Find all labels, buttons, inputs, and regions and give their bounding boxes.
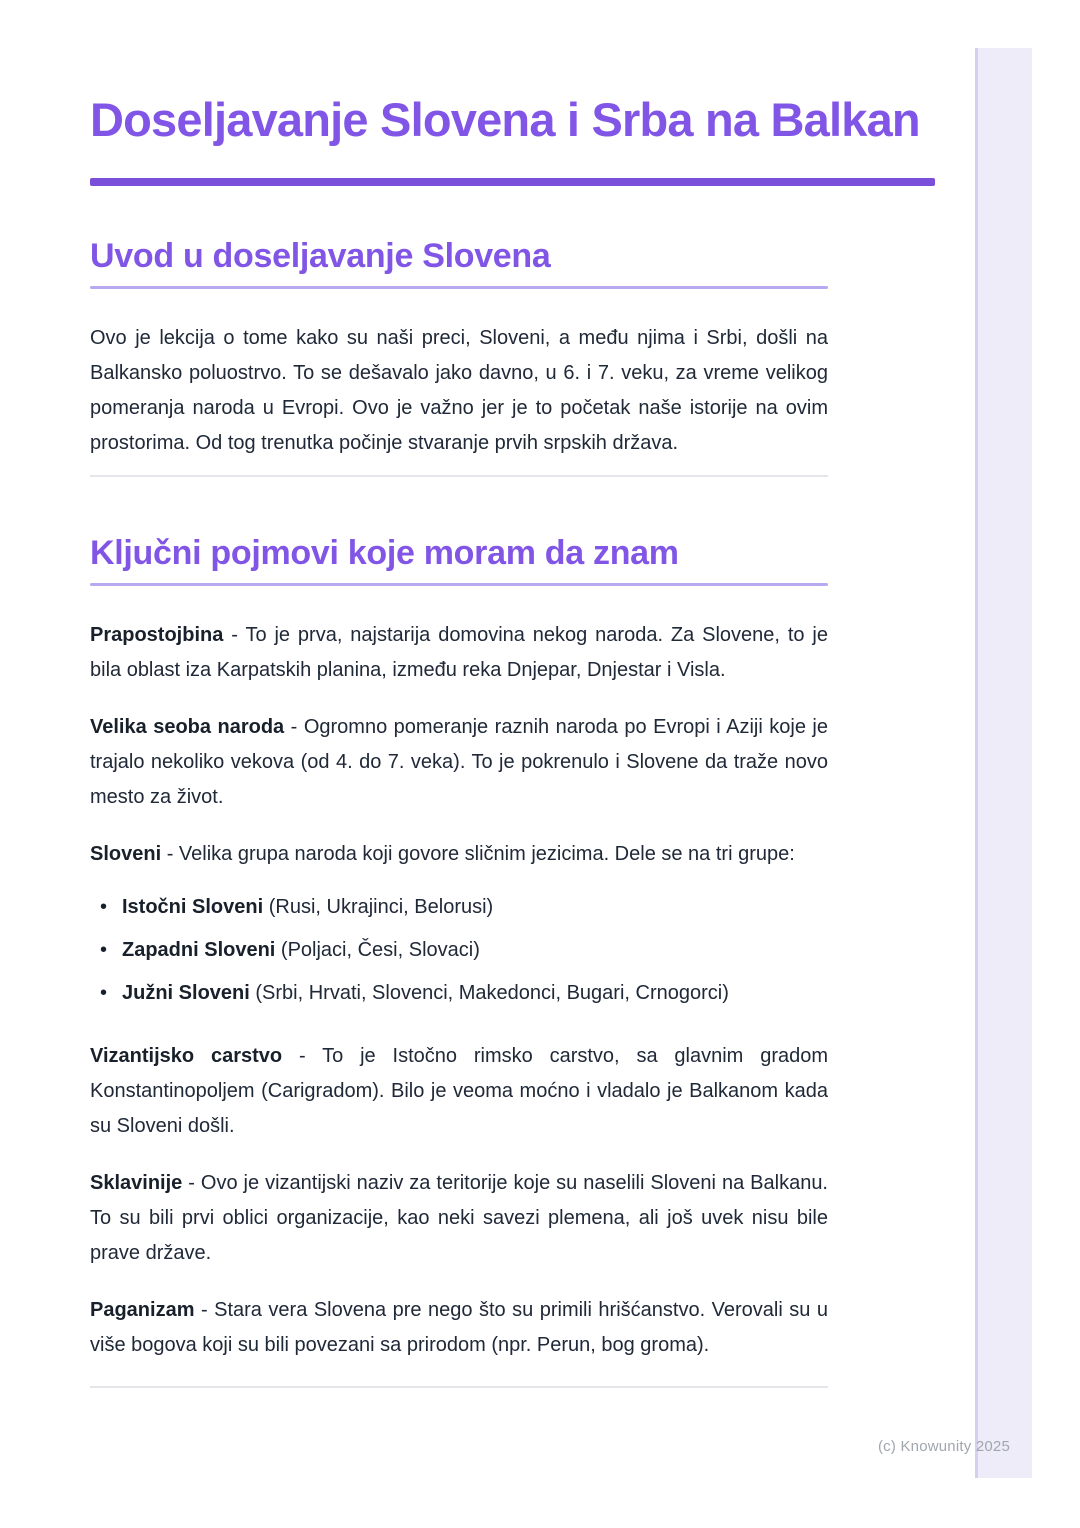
term-definition: (Poljaci, Česi, Slovaci) (280, 939, 480, 961)
term-definition: (Srbi, Hrvati, Slovenci, Makedonci, Bugari, Crnogorci) (255, 982, 729, 1004)
term-definition: - Ogromno pomeranje raznih naroda po Evropi i Aziji koje je trajalo nekoliko vekova (od 4. do 7. veka). To je pokrenulo i Slovene da traže novo mesto za život. (90, 716, 828, 808)
bullet-icon: • (100, 982, 108, 1004)
term-label: Južni Sloveni (122, 982, 250, 1004)
intro-heading: Uvod u doseljavanje Slovena (90, 237, 551, 275)
list-item-zapadni-sloveni (90, 933, 828, 968)
copyright-credit: (c) Knowunity 2025 (877, 1438, 1010, 1455)
term-label: Sloveni (90, 843, 162, 865)
term-definition: - To je Istočno rimsko carstvo, sa glavnim gradom Konstantinopoljem (Carigradom). Bilo je veoma moćno i vladalo je Balkanom kada su Sloveni došli. (90, 1045, 829, 1137)
document-content (90, 0, 920, 1388)
footer-divider (90, 1386, 828, 1388)
term-paragraph-prapostojbina (90, 618, 828, 688)
term-paragraph-sloveni (90, 837, 828, 872)
term-label: Istočni Sloveni (122, 896, 264, 918)
term-label: Zapadni Sloveni (122, 939, 276, 961)
intro-heading-underline (90, 286, 828, 289)
list-item-juzni-sloveni (90, 976, 828, 1011)
term-label: Sklavinije (90, 1172, 183, 1194)
term-definition: - Velika grupa naroda koji govore sličnim jezicima. Dele se na tri grupe: (166, 843, 795, 865)
term-definition: - Stara vera Slovena pre nego što su primili hrišćanstvo. Verovali su u više bogova koji su bili povezani sa prirodom (npr. Perun, bog groma). (90, 1299, 828, 1356)
term-definition: (Rusi, Ukrajinci, Belorusi) (268, 896, 494, 918)
page-title: Doseljavanje Slovena i Srba na Balkan (90, 93, 920, 146)
term-label: Vizantijsko carstvo (90, 1045, 283, 1067)
page-edge-strip (975, 48, 1032, 1478)
section-divider (90, 475, 828, 477)
section-intro (90, 234, 828, 461)
term-definition: - To je prva, najstarija domovina nekog naroda. Za Slovene, to je bila oblast iza Karpatskih planina, između reka Dnjepar, Dnjestar i Visla. (90, 624, 828, 681)
title-rule (90, 178, 935, 186)
key-terms-heading-underline (90, 583, 828, 586)
bullet-icon: • (100, 939, 108, 961)
term-label: Paganizam (90, 1299, 195, 1321)
term-paragraph-sklavinije (90, 1166, 828, 1271)
term-paragraph-paganizam (90, 1293, 828, 1363)
slav-groups-list (90, 890, 828, 1011)
section-key-terms (90, 531, 828, 1363)
term-label: Prapostojbina (90, 624, 224, 646)
intro-paragraph: Ovo je lekcija o tome kako su naši preci, Sloveni, a među njima i Srbi, došli na Balkansko poluostrvo. To se dešavalo jako davno, u 6. i 7. veku, za vreme velikog pomeranja naroda u Evropi. Ovo je važno jer je to početak naše istorije na ovim prostorima. Od tog trenutka počinje stvaranje prvih srpskih država. (90, 327, 828, 454)
list-item-istocni-sloveni (90, 890, 828, 925)
key-terms-heading: Ključni pojmovi koje moram da znam (90, 534, 679, 572)
bullet-icon: • (100, 896, 108, 918)
term-paragraph-vizantijsko-carstvo (90, 1039, 828, 1144)
term-definition: - Ovo je vizantijski naziv za teritorije koje su naselili Sloveni na Balkanu. To su bili prvi oblici organizacije, kao neki savezi plemena, ali još uvek nisu bile prave države. (90, 1172, 828, 1264)
term-label: Velika seoba naroda (90, 716, 285, 738)
term-paragraph-velika-seoba (90, 710, 828, 815)
